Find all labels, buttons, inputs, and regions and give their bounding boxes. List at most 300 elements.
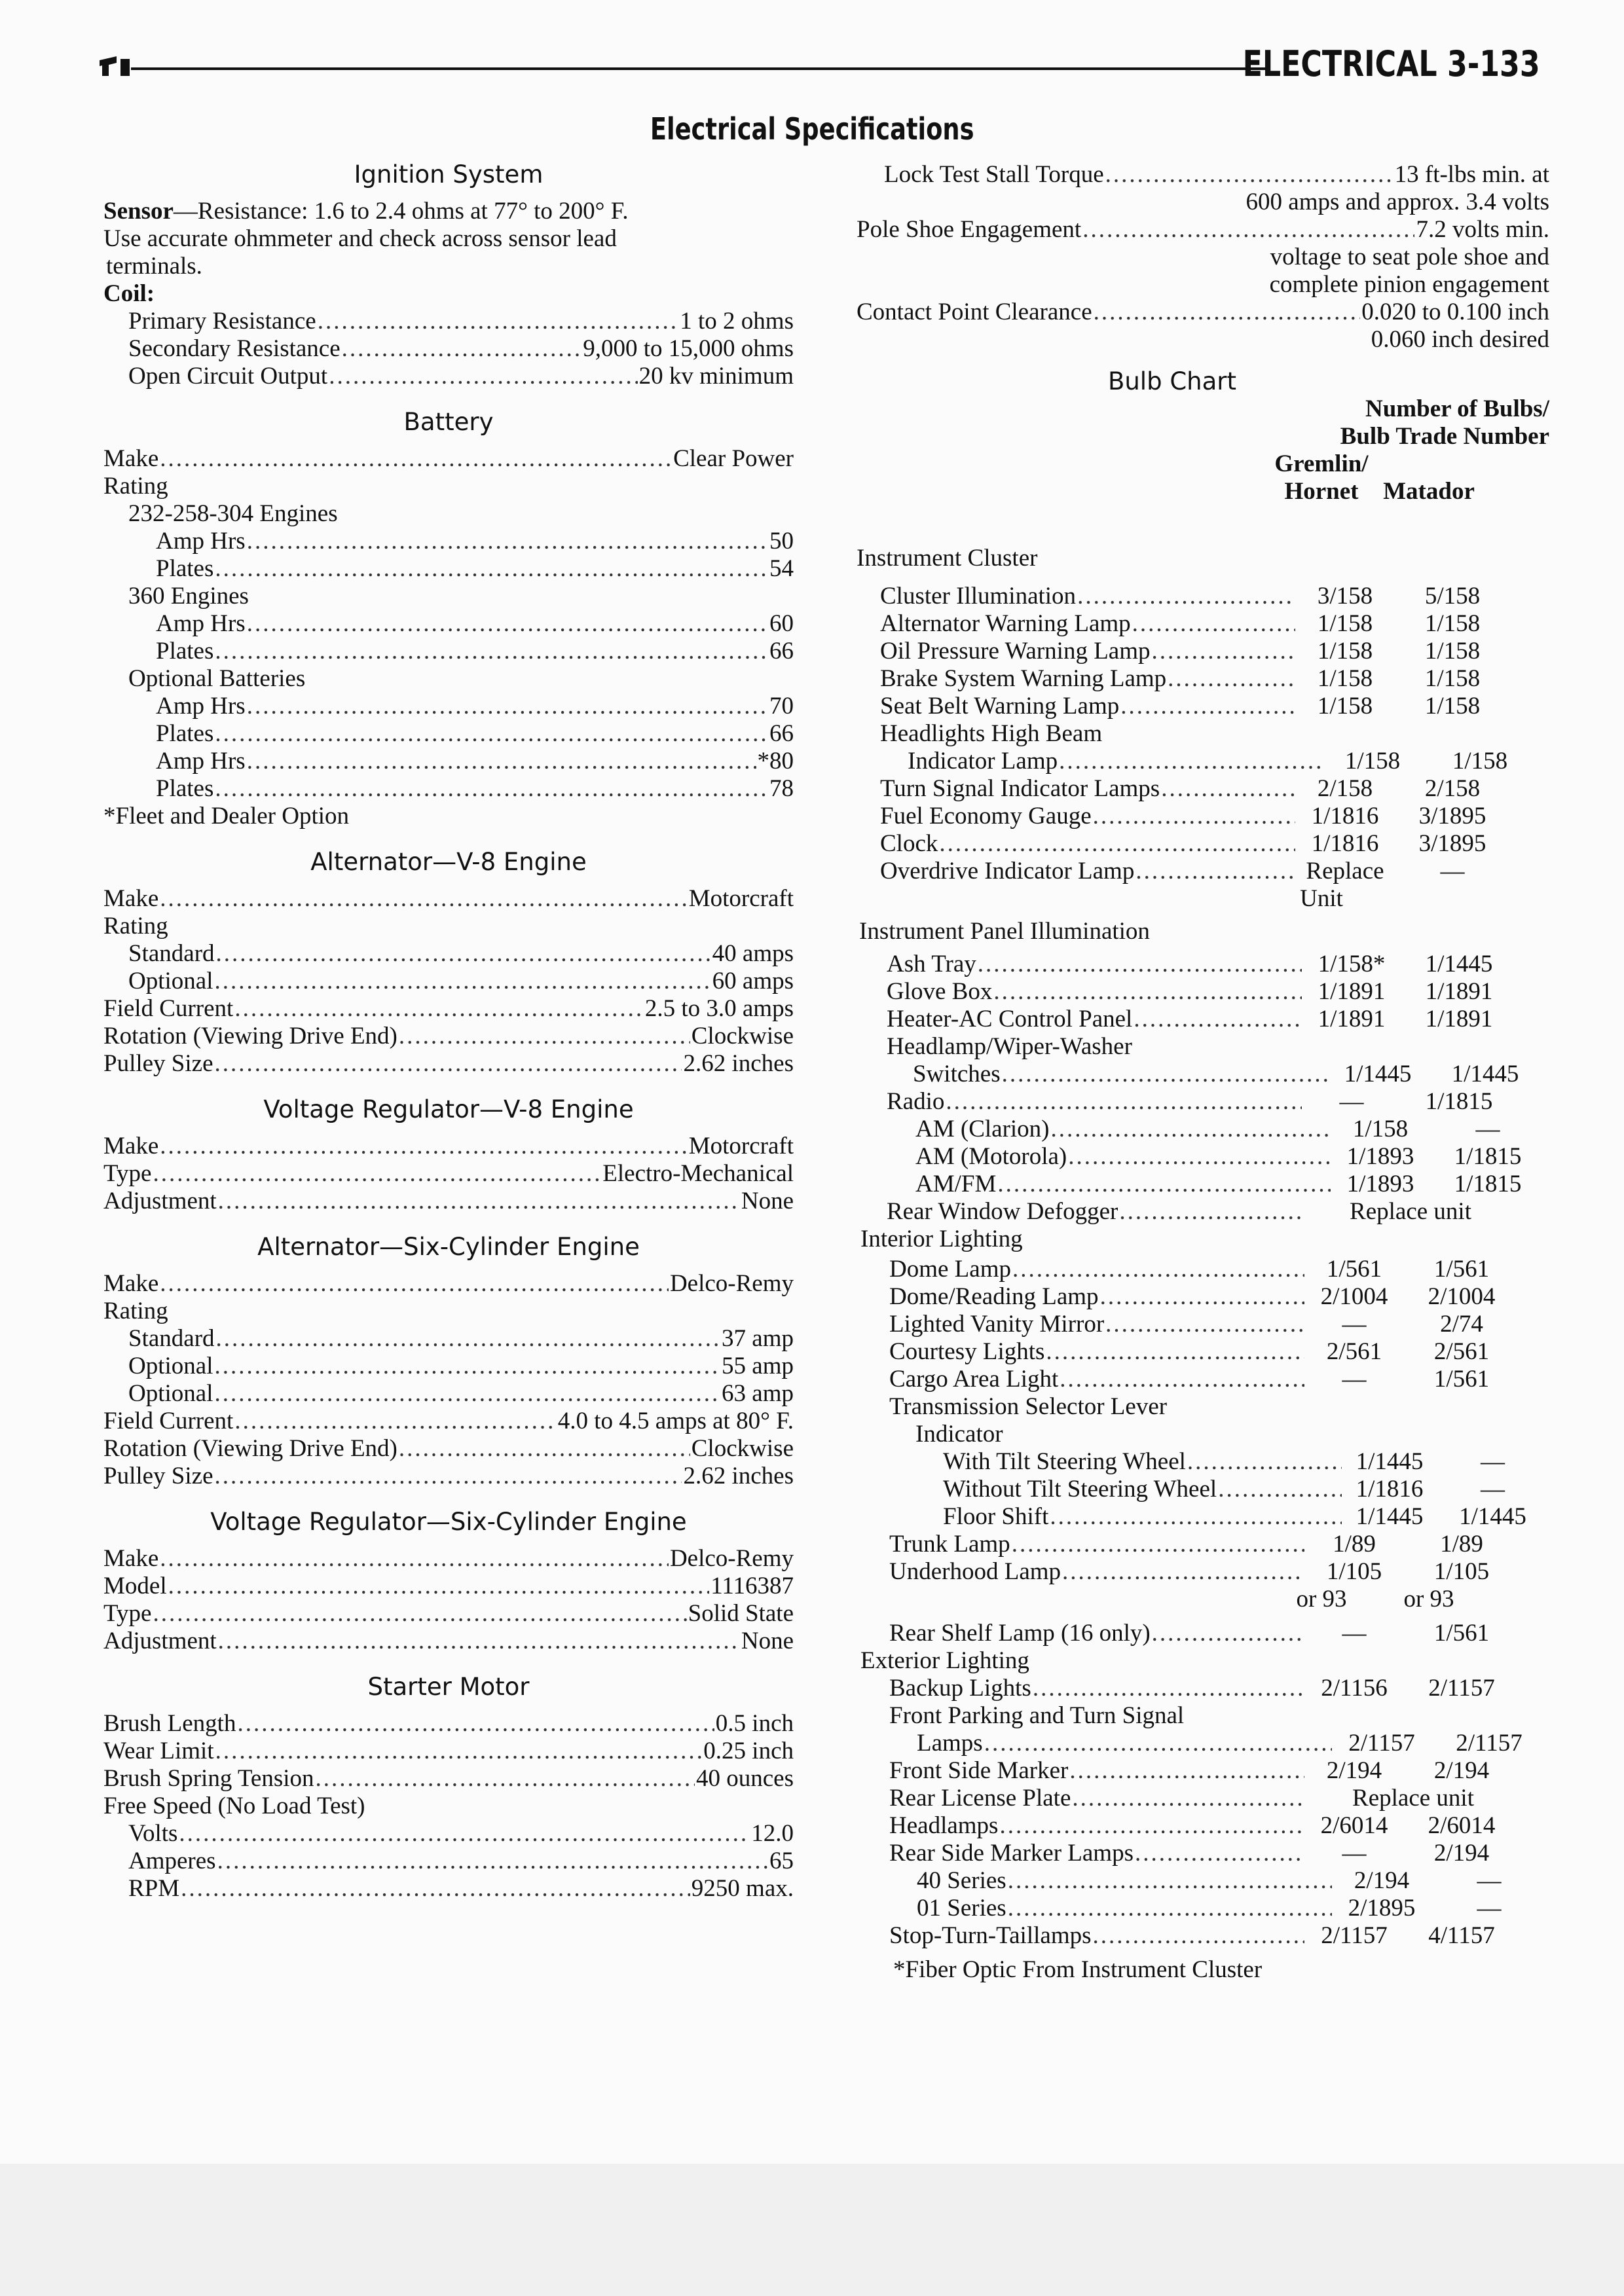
bulb-name: Rear Side Marker Lamps [889, 1840, 1134, 1867]
bulb-matador: 2/561 [1433, 1338, 1490, 1365]
bulb-name: Front Parking and Turn Signal [889, 1702, 1185, 1729]
spec-row [103, 610, 794, 638]
bulb-name: Front Side Marker [889, 1757, 1069, 1784]
bulb-group [857, 545, 1549, 572]
battery-footnote: *Fleet and Dealer Option [103, 803, 350, 829]
spec-value: Clear Power [673, 445, 794, 472]
bulb-matador: 1/1445 [1451, 1061, 1519, 1087]
bulb-row [857, 1586, 1549, 1613]
bulb-header-matador: Matador [1383, 478, 1475, 505]
spec-label: Brush Length [103, 1710, 236, 1737]
section-heading-regulator-six: Voltage Regulator—Six-Cylinder Engine [210, 1508, 687, 1536]
bulb-group-label: Instrument Cluster [857, 545, 1038, 572]
spec-value: Motorcraft [688, 1133, 794, 1159]
section-heading-battery: Battery [403, 408, 494, 436]
bulb-row [857, 583, 1549, 610]
bulb-gremlin: 1/1816 [1311, 803, 1379, 829]
rating-label: Rating [103, 913, 168, 939]
spec-row [103, 555, 794, 583]
bulb-matador: 1/158 [1452, 748, 1508, 774]
bulb-name: 01 Series [917, 1895, 1006, 1922]
bulb-matador: 1/158 [1424, 665, 1481, 692]
spec-label: Plates [156, 775, 214, 802]
spec-label: Plates [156, 555, 214, 582]
spec-value: 63 amp [722, 1380, 794, 1407]
bulb-name: Floor Shift [943, 1503, 1049, 1530]
bulb-name: Indicator [915, 1421, 1003, 1448]
bulb-gremlin: 3/158 [1317, 583, 1373, 610]
bulb-row [857, 1620, 1549, 1647]
bulb-gremlin: 1/105 [1326, 1558, 1382, 1585]
bulb-row [857, 1895, 1549, 1922]
bulb-gremlin: — [1342, 1840, 1367, 1867]
bulb-row [857, 1116, 1549, 1143]
right-column [857, 161, 1549, 1984]
spec-label: Make [103, 1270, 159, 1297]
bulb-name: AM (Clarion) [915, 1116, 1050, 1142]
spec-row [103, 638, 794, 665]
bulb-row [857, 1366, 1549, 1393]
bulb-row [857, 1702, 1549, 1730]
bulb-gremlin: Replace [1306, 858, 1384, 884]
sensor-text-2: Use accurate ohmmeter and check across sensor lead [103, 225, 617, 252]
spec-label: Amp Hrs [156, 693, 246, 720]
spec-value: 65 [769, 1848, 794, 1874]
spec-label: Contact Point Clearance [857, 299, 1092, 325]
instrument-cluster-rows [857, 583, 1549, 720]
bulb-gremlin: 1/158 [1317, 665, 1373, 692]
bulb-row [857, 1531, 1549, 1558]
engine-group-label: Optional Batteries [128, 665, 306, 692]
bulb-gremlin: 2/561 [1326, 1338, 1382, 1365]
spec-value: 70 [769, 693, 794, 720]
bulb-value: Replace unit [1350, 1198, 1471, 1225]
bulb-name: Switches [913, 1061, 1001, 1087]
bulb-name: Fuel Economy Gauge [880, 803, 1092, 829]
bulb-name: 40 Series [917, 1867, 1006, 1894]
bulb-header-line: Hornet [1284, 478, 1359, 505]
spec-label: Secondary Resistance [128, 335, 341, 362]
bulb-group-label: Exterior Lighting [860, 1647, 1029, 1674]
spec-row [103, 1628, 794, 1655]
bulb-matador: 1/1815 [1425, 1088, 1493, 1115]
bulb-row [857, 748, 1549, 775]
bulb-gremlin: 1/1816 [1311, 830, 1379, 857]
spec-label: Standard [128, 1325, 215, 1352]
bulb-row [857, 693, 1549, 720]
spec-value: 4.0 to 4.5 amps at 80° F. [557, 1408, 794, 1434]
spec-value: Electro-Mechanical [602, 1160, 794, 1187]
header-rule [131, 67, 1270, 70]
section-heading-alternator-v8: Alternator—V-8 Engine [310, 848, 587, 876]
spec-value: 2.5 to 3.0 amps [644, 995, 794, 1022]
bulb-row [857, 1338, 1549, 1366]
bulb-row [857, 858, 1549, 885]
spec-value: *80 [757, 748, 794, 774]
bulb-gremlin: 2/1156 [1321, 1675, 1388, 1702]
bulb-matador: 1/561 [1433, 1366, 1490, 1393]
bulb-header-line: Gremlin/ [1274, 450, 1369, 477]
spec-value: 40 amps [712, 940, 794, 967]
spec-value: Clockwise [691, 1023, 794, 1049]
spec-value: 9,000 to 15,000 ohms [583, 335, 794, 362]
spec-value: 2.62 inches [683, 1463, 794, 1489]
bulb-name: Seat Belt Warning Lamp [880, 693, 1120, 720]
spec-value: 1116387 [710, 1573, 794, 1599]
spec-row [857, 299, 1549, 326]
bulb-matador: 2/6014 [1428, 1812, 1496, 1839]
bulb-name: AM/FM [915, 1171, 997, 1197]
spec-label: RPM [128, 1875, 180, 1902]
bulb-gremlin: 1/1816 [1356, 1476, 1424, 1503]
bulb-matador: — [1481, 1448, 1505, 1475]
sensor-text-1: —Resistance: 1.6 to 2.4 ohms at 77° to 200° F. [173, 198, 629, 225]
bulb-name: Lamps [917, 1730, 983, 1757]
spec-value: Solid State [688, 1600, 794, 1627]
spec-row [103, 1573, 794, 1600]
section-heading-alternator-six: Alternator—Six-Cylinder Engine [257, 1233, 640, 1261]
spec-row [103, 1710, 794, 1738]
bulb-name: Heater-AC Control Panel [887, 1006, 1133, 1032]
bulb-matador: 2/1157 [1428, 1675, 1495, 1702]
spec-row [103, 1463, 794, 1490]
spec-row [103, 1325, 794, 1353]
bulb-row [857, 1730, 1549, 1757]
bulb-row [857, 1812, 1549, 1840]
bulb-row [857, 1143, 1549, 1171]
bulb-matador: 1/1891 [1425, 978, 1493, 1005]
bulb-gremlin: 2/1157 [1321, 1922, 1388, 1949]
bulb-group [857, 1226, 1549, 1253]
instrument-cluster-rows-2 [857, 775, 1549, 858]
bulb-header-number [1340, 395, 1549, 450]
spec-row [103, 940, 794, 968]
bulb-row [857, 1033, 1549, 1061]
spec-value: 66 [769, 638, 794, 665]
bulb-row [857, 1198, 1549, 1226]
bulb-gremlin: 2/194 [1326, 1757, 1382, 1784]
bulb-matador: 2/1004 [1428, 1283, 1496, 1310]
spec-label: Optional [128, 1380, 213, 1407]
spec-value: Clockwise [691, 1435, 794, 1462]
bulb-name: Clock [880, 830, 938, 857]
bulb-gremlin: 1/1893 [1346, 1143, 1414, 1170]
bulb-row [857, 720, 1549, 748]
bulb-group-label: Instrument Panel Illumination [859, 918, 1150, 945]
spec-value: 66 [769, 720, 794, 747]
bulb-row [857, 1558, 1549, 1586]
bulb-matador: — [1475, 1116, 1500, 1142]
bulb-row [857, 1061, 1549, 1088]
spec-row [103, 335, 794, 363]
spec-value: 55 amp [722, 1353, 794, 1379]
spec-value: 12.0 [751, 1820, 794, 1847]
spec-row [103, 1380, 794, 1408]
spec-row [103, 1408, 794, 1435]
spec-row [103, 693, 794, 720]
spec-row [103, 1875, 794, 1903]
bulb-row [857, 1503, 1549, 1531]
bulb-matador: 2/1157 [1456, 1730, 1522, 1757]
bulb-row [857, 1867, 1549, 1895]
spec-row [103, 1188, 794, 1215]
spec-row [103, 1050, 794, 1078]
bulb-gremlin: 1/89 [1333, 1531, 1376, 1558]
spec-label: Optional [128, 968, 213, 994]
spec-row [103, 528, 794, 555]
free-speed-label: Free Speed (No Load Test) [103, 1793, 365, 1819]
spec-continuation: complete pinion engagement [1269, 271, 1549, 298]
spec-row [103, 1023, 794, 1050]
spec-label: Lock Test Stall Torque [884, 161, 1104, 188]
engine-group-label: 232-258-304 Engines [128, 500, 338, 527]
bulb-row [857, 1311, 1549, 1338]
bulb-name: Alternator Warning Lamp [880, 610, 1131, 637]
spec-label: Open Circuit Output [128, 363, 328, 390]
bulb-gremlin: 1/1891 [1318, 978, 1386, 1005]
bulb-gremlin: 1/1893 [1346, 1171, 1414, 1197]
spec-label: Amp Hrs [156, 610, 246, 637]
bulb-gremlin: 2/158 [1317, 775, 1373, 802]
spec-row [103, 1353, 794, 1380]
bulb-matador: 2/158 [1424, 775, 1481, 802]
bulb-name: Trunk Lamp [889, 1531, 1010, 1558]
chapter-title: ELECTRICAL 3-133 [1242, 43, 1540, 84]
bulb-matador: 1/89 [1440, 1531, 1483, 1558]
spec-label: Pulley Size [103, 1050, 213, 1077]
panel-illumination-rows [857, 951, 1549, 1033]
bulb-row [857, 775, 1549, 803]
brand-logo-icon [100, 54, 139, 77]
radio-rows [857, 1116, 1549, 1198]
section-heading-ignition: Ignition System [354, 160, 544, 189]
rating-label: Rating [103, 1298, 168, 1324]
bulb-value: Replace unit [1352, 1785, 1474, 1812]
bulb-row [857, 803, 1549, 830]
spec-label: Adjustment [103, 1628, 217, 1654]
bulb-matador: 1/158 [1424, 638, 1481, 665]
bulb-name: AM (Motorola) [915, 1143, 1067, 1170]
bulb-matador: 1/1445 [1459, 1503, 1526, 1530]
sensor-text-3: terminals. [106, 253, 202, 280]
bulb-row [857, 1171, 1549, 1198]
spec-label: Field Current [103, 1408, 234, 1434]
bulb-matador: 1/158 [1424, 693, 1481, 720]
spec-label: Make [103, 885, 159, 912]
spec-label: Amperes [128, 1848, 216, 1874]
spec-value: None [741, 1188, 794, 1214]
bulb-row [857, 1088, 1549, 1116]
bulb-header-gremlin [1273, 450, 1370, 505]
sensor-text [103, 198, 794, 225]
spec-label: Make [103, 1133, 159, 1159]
interior-lighting-rows [857, 1256, 1549, 1393]
bulb-name: Rear Window Defogger [887, 1198, 1118, 1225]
bulb-name: Underhood Lamp [889, 1558, 1061, 1585]
bulb-name: With Tilt Steering Wheel [943, 1448, 1186, 1475]
bulb-matador: 1/561 [1433, 1620, 1490, 1647]
spec-row [103, 1160, 794, 1188]
spec-value: 37 amp [722, 1325, 794, 1352]
bulb-row [857, 610, 1549, 638]
bulb-gremlin: 1/158 [1352, 1116, 1409, 1142]
spec-row [103, 1820, 794, 1848]
bulb-matador: — [1440, 858, 1465, 884]
spec-label: Type [103, 1600, 152, 1627]
bulb-matador: 1/158 [1424, 610, 1481, 637]
bulb-name: Courtesy Lights [889, 1338, 1045, 1365]
spec-continuation: 600 amps and approx. 3.4 volts [1246, 189, 1549, 215]
bulb-name: Cluster Illumination [880, 583, 1077, 610]
bulb-matador: or 93 [1403, 1586, 1454, 1613]
spec-label: Amp Hrs [156, 748, 246, 774]
bulb-gremlin: — [1342, 1311, 1367, 1338]
bulb-name: Rear License Plate [889, 1785, 1071, 1812]
spec-label: Plates [156, 720, 214, 747]
bulb-matador: 3/1895 [1418, 830, 1486, 857]
bulb-matador: 5/158 [1424, 583, 1481, 610]
spec-label: Rotation (Viewing Drive End) [103, 1023, 397, 1049]
bulb-row [857, 1922, 1549, 1950]
bulb-row [857, 1448, 1549, 1476]
bulb-matador: 1/1891 [1425, 1006, 1493, 1032]
rear-side-marker-rows [857, 1867, 1549, 1922]
bulb-name: Indicator Lamp [908, 748, 1058, 774]
bulb-name: Transmission Selector Lever [889, 1393, 1168, 1420]
spec-value: 78 [769, 775, 794, 802]
spec-label: Make [103, 1545, 159, 1572]
spec-row [103, 720, 794, 748]
spec-label: Pulley Size [103, 1463, 213, 1489]
bulb-row [857, 1421, 1549, 1448]
spec-label: Make [103, 445, 159, 472]
bulb-group [857, 918, 1549, 945]
spec-value: 50 [769, 528, 794, 555]
spec-row [103, 1848, 794, 1875]
section-heading-regulator-v8: Voltage Regulator—V-8 Engine [263, 1095, 634, 1123]
section-heading-bulb-chart: Bulb Chart [1107, 367, 1237, 395]
spec-continuation: 0.060 inch desired [1371, 326, 1549, 353]
bulb-name: Overdrive Indicator Lamp [880, 858, 1135, 884]
bulb-row [857, 1006, 1549, 1033]
spec-label: Amp Hrs [156, 528, 246, 555]
left-column [103, 161, 794, 1903]
bulb-matador: 4/1157 [1428, 1922, 1495, 1949]
section-heading-starter: Starter Motor [367, 1673, 530, 1701]
bulb-header-line: Bulb Trade Number [1340, 423, 1549, 450]
spec-row [103, 1133, 794, 1160]
bulb-matador: 1/1445 [1425, 951, 1493, 977]
bulb-matador: — [1477, 1895, 1502, 1922]
spec-value: 13 ft-lbs min. at [1394, 161, 1549, 188]
bulb-matador: 2/74 [1440, 1311, 1483, 1338]
spec-row [103, 1738, 794, 1765]
spec-value: 0.25 inch [703, 1738, 794, 1764]
bulb-row [857, 1840, 1549, 1867]
bulb-gremlin: 2/1157 [1348, 1730, 1415, 1757]
spec-value: 20 kv minimum [638, 363, 794, 390]
spec-label: Model [103, 1573, 167, 1599]
spec-row [103, 1545, 794, 1573]
bulb-row [857, 1675, 1549, 1702]
bulb-gremlin: 1/158* [1318, 951, 1386, 977]
bulb-row [857, 1757, 1549, 1785]
bulb-row [857, 638, 1549, 665]
bulb-name: Dome Lamp [889, 1256, 1011, 1283]
spec-value: Motorcraft [688, 885, 794, 912]
bulb-name: Headlights High Beam [880, 720, 1103, 747]
bulb-gremlin: — [1342, 1620, 1367, 1647]
bulb-gremlin: 1/1445 [1356, 1503, 1424, 1530]
spec-label: Brush Spring Tension [103, 1765, 314, 1792]
spec-label: Standard [128, 940, 215, 967]
bulb-name: Stop-Turn-Taillamps [889, 1922, 1092, 1949]
spec-label: Adjustment [103, 1188, 217, 1214]
bulb-matador: 3/1895 [1418, 803, 1486, 829]
bulb-gremlin: 2/1895 [1348, 1895, 1416, 1922]
bulb-gremlin: 2/6014 [1320, 1812, 1388, 1839]
spec-label: Pole Shoe Engagement [857, 216, 1082, 243]
bulb-matador: — [1481, 1476, 1505, 1503]
spec-value: 60 amps [712, 968, 794, 994]
bulb-matador: 2/194 [1433, 1757, 1490, 1784]
spec-row [103, 1270, 794, 1298]
page-title-text: Electrical Specifications [650, 111, 974, 147]
bulb-gremlin: 1/1891 [1318, 1006, 1386, 1032]
bulb-row [857, 665, 1549, 693]
bulb-name: Turn Signal Indicator Lamps [880, 775, 1160, 802]
bulb-gremlin: 2/1004 [1320, 1283, 1388, 1310]
bulb-matador: 1/1815 [1454, 1171, 1522, 1197]
spec-value: Delco-Remy [669, 1270, 794, 1297]
spec-value: 40 ounces [696, 1765, 794, 1792]
spec-row [103, 1435, 794, 1463]
bulb-row [857, 1256, 1549, 1283]
spec-value: None [741, 1628, 794, 1654]
spec-label: Primary Resistance [128, 308, 316, 335]
spec-value: 1 to 2 ohms [680, 308, 794, 335]
bulb-group-label: Interior Lighting [860, 1226, 1023, 1252]
bulb-name: Glove Box [887, 978, 993, 1005]
spec-value: 60 [769, 610, 794, 637]
spec-label: Volts [128, 1820, 178, 1847]
spec-row [857, 216, 1549, 244]
bulb-name: Brake System Warning Lamp [880, 665, 1167, 692]
spec-value: 9250 max. [691, 1875, 794, 1902]
bulb-matador: 1/105 [1433, 1558, 1490, 1585]
bulb-header-line: Number of Bulbs/ [1365, 395, 1549, 422]
spec-label: Wear Limit [103, 1738, 214, 1764]
spec-row [103, 885, 794, 913]
bulb-gremlin: 1/158 [1317, 638, 1373, 665]
spec-label: Rotation (Viewing Drive End) [103, 1435, 397, 1462]
spec-value: 0.020 to 0.100 inch [1361, 299, 1549, 325]
bulb-name: Radio [887, 1088, 945, 1115]
bulb-group [857, 1647, 1549, 1675]
engine-group-label: 360 Engines [128, 583, 249, 610]
bulb-row [857, 1393, 1549, 1421]
page-title [0, 111, 1624, 147]
coil-label: Coil: [103, 280, 155, 307]
bulb-name: Headlamp/Wiper-Washer [887, 1033, 1132, 1060]
bulb-name: Dome/Reading Lamp [889, 1283, 1099, 1310]
bulb-footnote: *Fiber Optic From Instrument Cluster [893, 1956, 1263, 1983]
spec-value: 2.62 inches [683, 1050, 794, 1077]
spec-row [103, 968, 794, 995]
spec-label: Optional [128, 1353, 213, 1379]
bulb-row [857, 1476, 1549, 1503]
bulb-matador: 1/561 [1433, 1256, 1490, 1283]
